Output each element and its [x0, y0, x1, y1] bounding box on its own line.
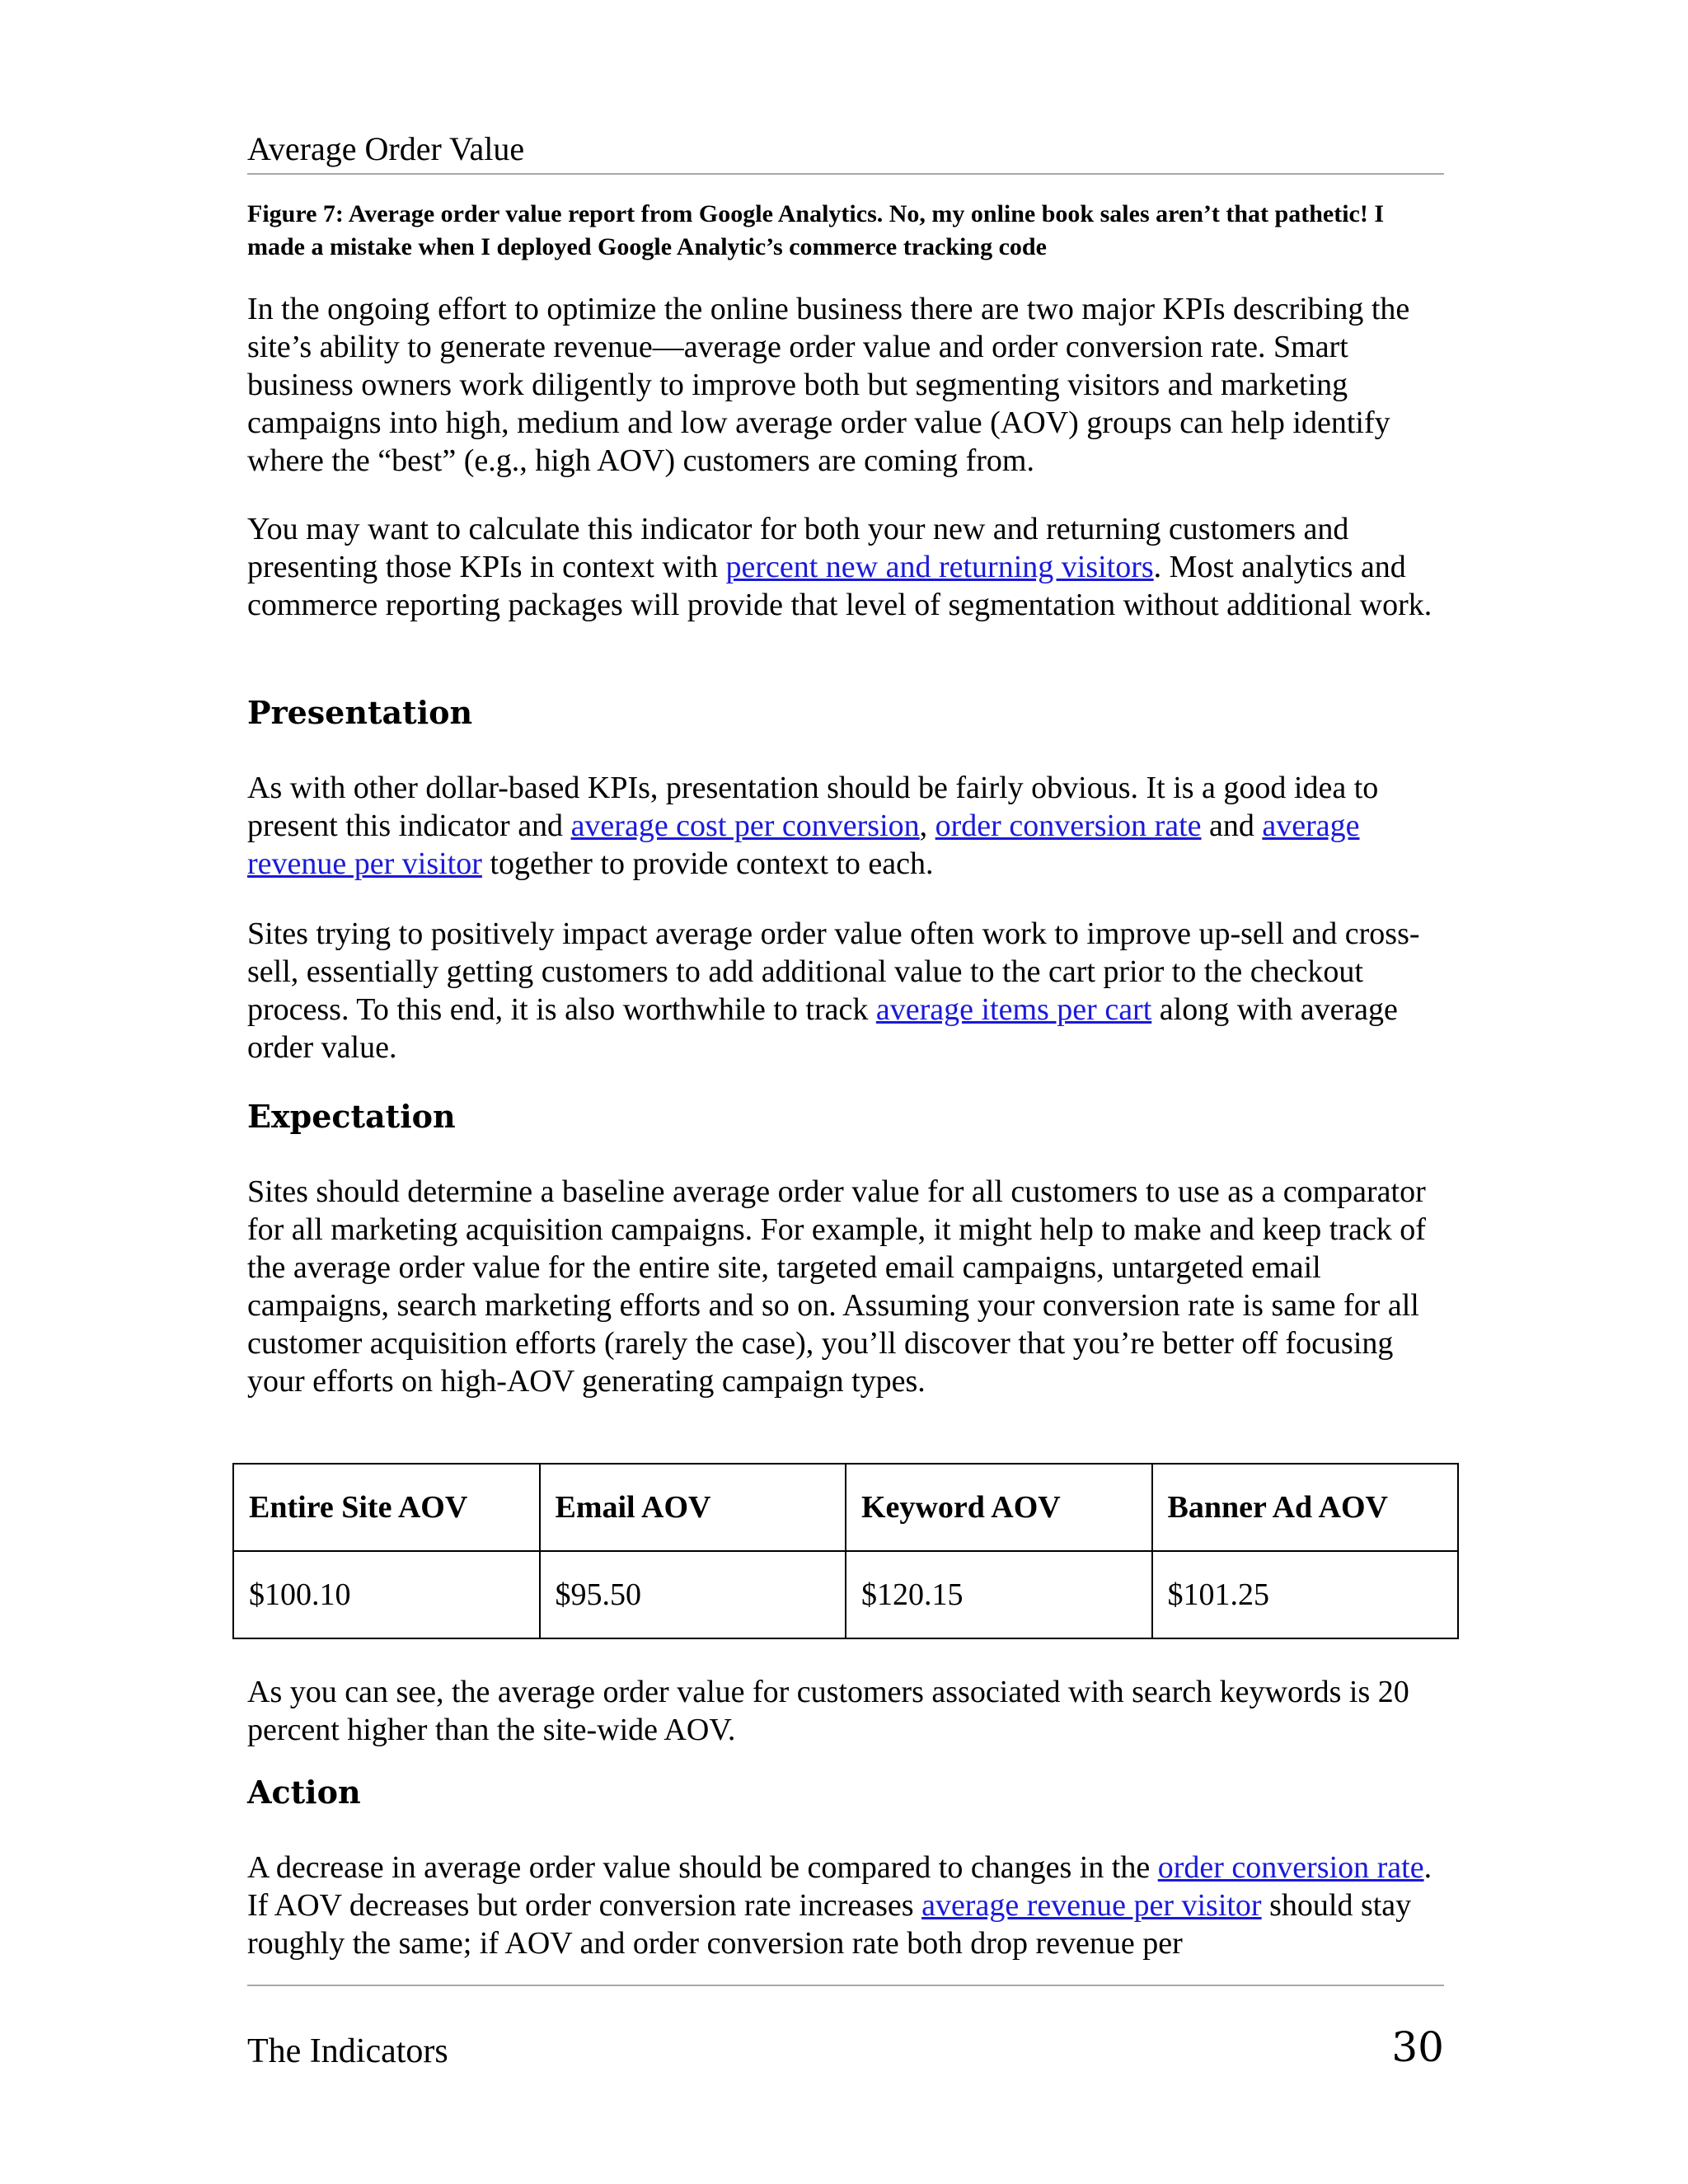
- link-average-revenue-per-visitor-2[interactable]: average revenue per visitor: [921, 1888, 1262, 1923]
- text-run: . If AOV decreases but order conversion rate increases: [247, 1850, 1432, 1923]
- link-order-conversion-rate[interactable]: order conversion rate: [935, 808, 1202, 843]
- link-average-revenue-per-visitor[interactable]: average revenue per visitor: [247, 808, 1360, 881]
- page-number: 30: [1391, 2023, 1444, 2071]
- table-header-cell: Keyword AOV: [846, 1464, 1152, 1551]
- action-paragraph-1: [247, 1849, 1444, 1962]
- intro-paragraph-2: [247, 510, 1444, 624]
- text-run: should stay roughly the same; if AOV and order conversion rate both drop revenue per: [247, 1888, 1412, 1961]
- link-percent-new-returning-visitors[interactable]: percent new and returning visitors: [725, 550, 1154, 584]
- table-cell: $101.25: [1152, 1551, 1459, 1638]
- expectation-heading: Expectation: [247, 1098, 456, 1135]
- text-run: together to provide context to each.: [481, 846, 934, 881]
- text-run: A decrease in average order value should be compared to changes in the: [247, 1850, 1158, 1885]
- footer-divider: [247, 1985, 1444, 1986]
- link-average-cost-per-conversion[interactable]: average cost per conversion: [570, 808, 920, 843]
- table-header-cell: Email AOV: [540, 1464, 846, 1551]
- text-run: As with other dollar-based KPIs, presentation should be fairly obvious. It is a good idea to present this indicator and: [247, 771, 1379, 843]
- intro-paragraph-1: In the ongoing effort to optimize the online business there are two major KPIs describing the site’s ability to generate revenue—average order value and order conversion rate. Smart business owners work diligently to improve both but segmenting visitors and marketing campaigns into high, medium and low average order value (AOV) groups can help identify where the “best” (e.g., high AOV) customers are coming from.: [247, 292, 1410, 478]
- figure-caption: Figure 7: Average order value report from Google Analytics. No, my online book sales aren’t that pathetic! I made a mistake when I deployed Google Analytic’s commerce tracking code: [247, 200, 1385, 260]
- table-header-row: [233, 1464, 1458, 1551]
- text-run: . Most analytics and commerce reporting packages will provide that level of segmentation without additional work.: [247, 550, 1432, 622]
- running-header: Average Order Value: [247, 127, 1444, 175]
- text-run: ,: [919, 808, 935, 843]
- text-run: Sites trying to positively impact average order value often work to improve up-sell and cross-sell, essentially getting customers to add additional value to the cart prior to the checkout process. To this end, it is also worthwhile to track: [247, 916, 1420, 1027]
- table-header-cell: Banner Ad AOV: [1152, 1464, 1459, 1551]
- table-cell: $100.10: [233, 1551, 540, 1638]
- table-header-cell: Entire Site AOV: [233, 1464, 540, 1551]
- expectation-paragraph-2: As you can see, the average order value for customers associated with search keywords is 20 percent higher than the site-wide AOV.: [247, 1675, 1409, 1747]
- link-order-conversion-rate-2[interactable]: order conversion rate: [1157, 1850, 1424, 1885]
- action-heading: Action: [247, 1774, 361, 1811]
- text-run: You may want to calculate this indicator for both your new and returning customers and presenting those KPIs in context with: [247, 512, 1349, 584]
- expectation-paragraph-1: Sites should determine a baseline average order value for all customers to use as a comparator for all marketing acquisition campaigns. For example, it might help to make and keep track of the average order value for the entire site, targeted email campaigns, untargeted email campaigns, search marketing efforts and so on. Assuming your conversion rate is same for all customer acquisition efforts (rarely the case), you’ll discover that you’re better off focusing your efforts on high-AOV generating campaign types.: [247, 1174, 1426, 1399]
- presentation-paragraph-1: [247, 769, 1444, 883]
- aov-comparison-table: [232, 1463, 1459, 1639]
- text-run: along with average order value.: [247, 992, 1398, 1065]
- text-run: and: [1201, 808, 1263, 843]
- footer-title: The Indicators: [247, 2032, 448, 2070]
- table-cell: $95.50: [540, 1551, 846, 1638]
- presentation-heading: Presentation: [247, 694, 473, 731]
- table-row: [233, 1551, 1458, 1638]
- table-cell: $120.15: [846, 1551, 1152, 1638]
- presentation-paragraph-2: [247, 915, 1444, 1066]
- link-average-items-per-cart[interactable]: average items per cart: [875, 992, 1152, 1027]
